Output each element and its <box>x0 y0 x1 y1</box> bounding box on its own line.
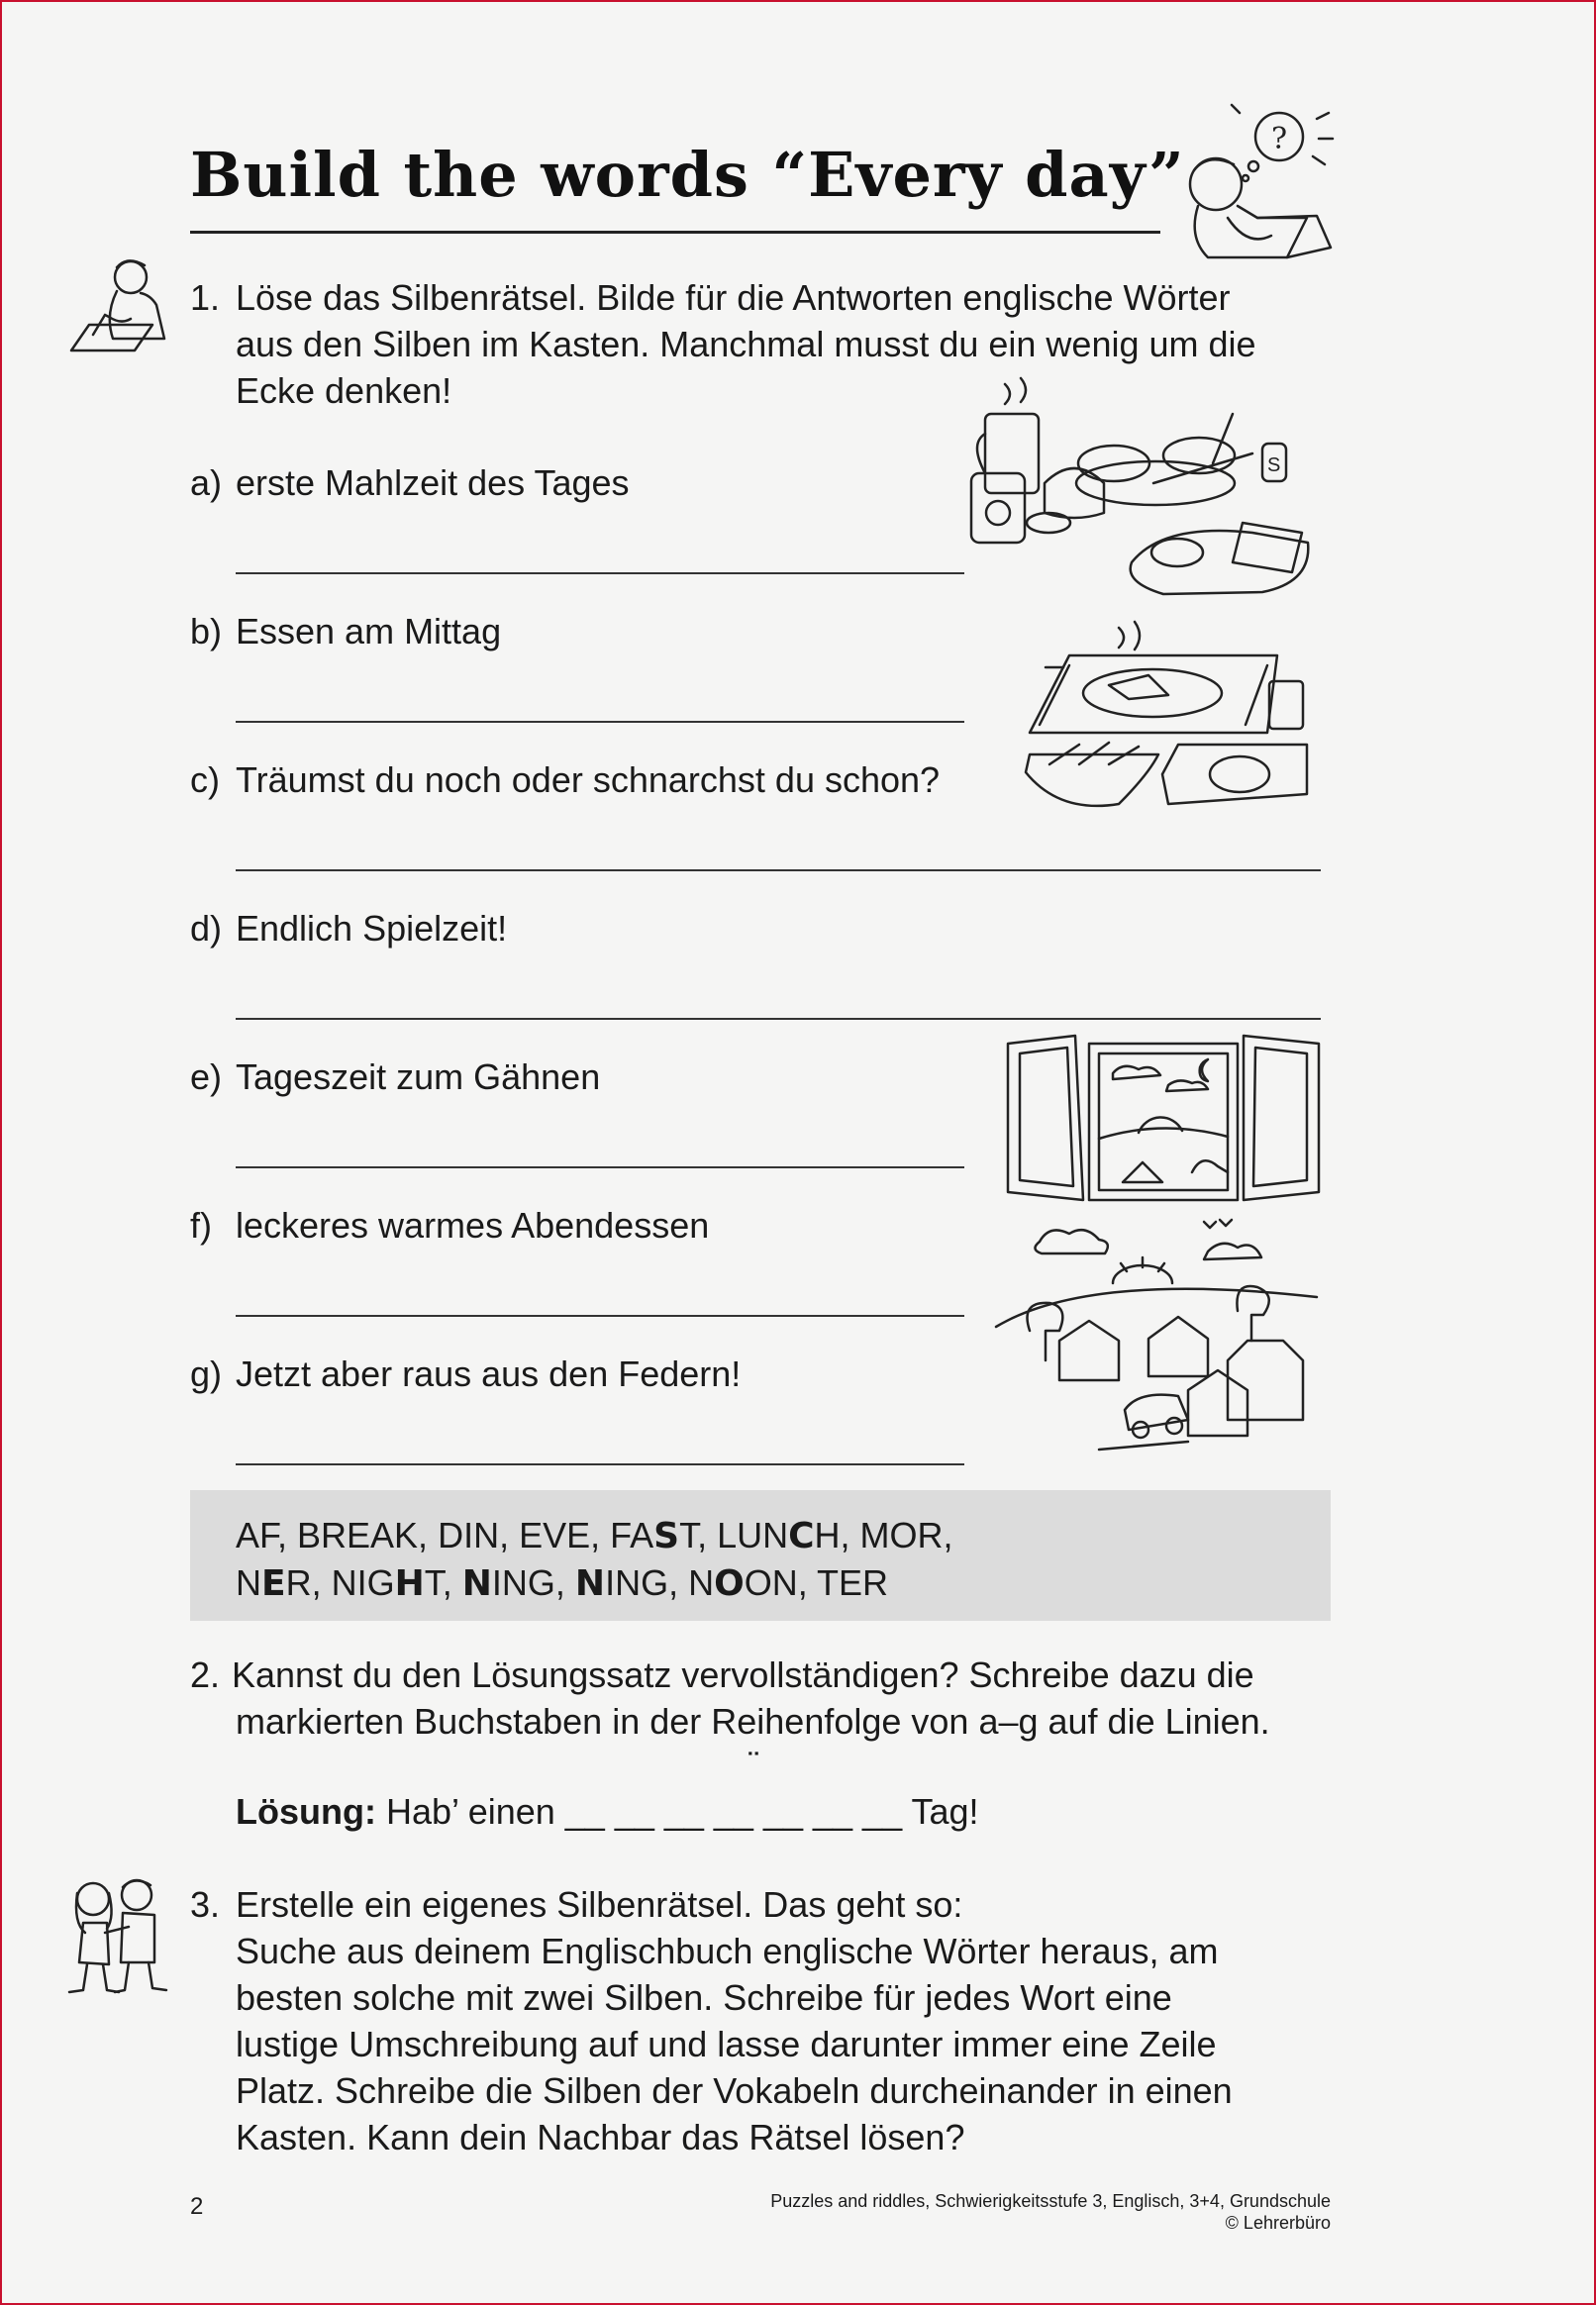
sunrise-village-illustration <box>990 1212 1327 1463</box>
task3-instruction-line-5: Platz. Schreibe die Silben der Vokabeln durcheinander in einen <box>236 2070 1233 2111</box>
svg-text:S: S <box>1267 454 1281 476</box>
item-c-label: c) <box>190 759 220 800</box>
item-a-label: a) <box>190 462 223 503</box>
thinking-boy-illustration <box>1168 99 1337 267</box>
task1-instruction-line-3: Ecke denken! <box>236 370 452 411</box>
task3-number: 3. <box>190 1884 221 1925</box>
marked-letter: E <box>261 1563 286 1604</box>
task3-instruction-line-1: Erstelle ein eigenes Silbenrätsel. Das geht so: <box>236 1884 963 1925</box>
syllable-text: ING, N <box>605 1562 715 1603</box>
syllable-text: T, <box>424 1562 462 1603</box>
source-line-2: © Lehrerbüro <box>1225 2213 1331 2233</box>
syllable-text: H, MOR, <box>814 1515 953 1555</box>
title-underline <box>190 231 1160 234</box>
svg-text:?: ? <box>1271 122 1288 156</box>
page-title: Build the words “Every day” <box>190 139 1185 211</box>
task1-number: 1. <box>190 277 221 318</box>
solution-label: Lösung: <box>236 1791 376 1832</box>
syllable-text: R, NIG <box>285 1562 395 1603</box>
solution-umlaut-mark: ¨ <box>748 1747 758 1779</box>
item-b-text: Essen am Mittag <box>236 611 502 651</box>
marked-letter: N <box>574 1563 606 1604</box>
item-d-label: d) <box>190 908 223 949</box>
solution-text[interactable]: Hab’ einen __ __ __ __ __ __ __ Tag! <box>385 1791 979 1832</box>
item-g-text: Jetzt aber raus aus den Federn! <box>236 1353 742 1394</box>
marked-letter: C <box>788 1516 815 1556</box>
item-f-answer-line[interactable] <box>236 1315 964 1317</box>
two-kids-illustration <box>59 1873 172 1996</box>
item-d-text: Endlich Spielzeit! <box>236 908 508 949</box>
task2-number: 2. <box>190 1654 221 1695</box>
syllable-list <box>236 1512 953 1607</box>
task2-instruction-line-2: markierten Buchstaben in der Reihenfolge von a–g auf die Linien. <box>236 1701 1270 1742</box>
item-e-text: Tageszeit zum Gähnen <box>236 1056 601 1097</box>
task1-instruction-line-2: aus den Silben im Kasten. Manchmal musst du ein wenig um die <box>236 324 1256 364</box>
item-e-answer-line[interactable] <box>236 1166 964 1168</box>
item-e-label: e) <box>190 1056 223 1097</box>
task3-instruction-line-6: Kasten. Kann dein Nachbar das Rätsel lösen? <box>236 2117 965 2157</box>
task2-instruction-line-1: Kannst du den Lösungssatz vervollständigen? Schreibe dazu die <box>232 1654 1254 1695</box>
page-number: 2 <box>190 2193 204 2220</box>
solution-line <box>236 1788 978 1835</box>
item-a-answer-line[interactable] <box>236 572 964 574</box>
item-d-answer-line[interactable] <box>236 1018 1321 1020</box>
syllable-text: N <box>236 1562 261 1603</box>
breakfast-illustration <box>965 374 1322 602</box>
syllable-text: AF, BREAK, DIN, EVE, FA <box>236 1515 654 1555</box>
task3-instruction-line-4: lustige Umschreibung auf und lasse darunter immer eine Zeile <box>236 2024 1217 2064</box>
marked-letter: H <box>394 1563 425 1604</box>
item-g-answer-line[interactable] <box>236 1463 964 1465</box>
syllable-line-2 <box>236 1559 953 1607</box>
task3-instruction-line-3: besten solche mit zwei Silben. Schreibe für jedes Wort eine <box>236 1977 1172 2018</box>
task1-instruction-line-1: Löse das Silbenrätsel. Bilde für die Antworten englische Wörter <box>236 277 1231 318</box>
window-evening-illustration <box>1004 1034 1323 1202</box>
lunch-illustration <box>1020 616 1317 834</box>
item-c-text: Träumst du noch oder schnarchst du schon? <box>236 759 941 800</box>
source-credit <box>634 2190 1331 2234</box>
writing-boy-illustration <box>65 255 174 354</box>
syllable-text: ON, TER <box>744 1562 889 1603</box>
item-f-text: leckeres warmes Abendessen <box>236 1205 710 1246</box>
item-b-label: b) <box>190 611 223 651</box>
marked-letter: O <box>714 1563 745 1604</box>
source-line-1: Puzzles and riddles, Schwierigkeitsstufe 3, Englisch, 3+4, Grundschule <box>770 2191 1331 2211</box>
item-c-answer-line[interactable] <box>236 869 1321 871</box>
syllable-text: ING, <box>491 1562 575 1603</box>
syllable-text: T, LUN <box>679 1515 789 1555</box>
item-g-label: g) <box>190 1353 223 1394</box>
item-b-answer-line[interactable] <box>236 721 964 723</box>
marked-letter: N <box>461 1563 492 1604</box>
marked-letter: S <box>653 1516 680 1556</box>
syllable-line-1 <box>236 1512 953 1559</box>
item-f-label: f) <box>190 1205 212 1246</box>
item-a-text: erste Mahlzeit des Tages <box>236 462 630 503</box>
task3-instruction-line-2: Suche aus deinem Englischbuch englische Wörter heraus, am <box>236 1931 1219 1971</box>
